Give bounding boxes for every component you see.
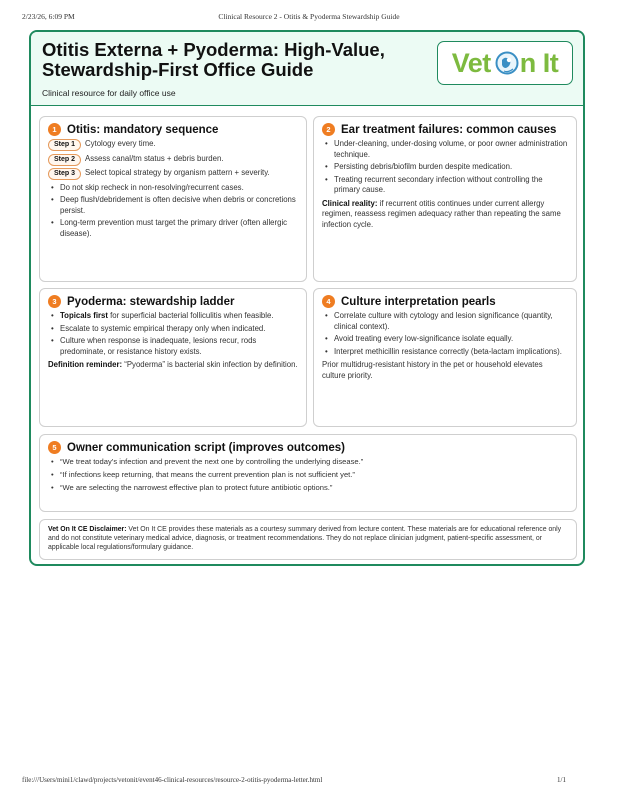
item-text: Culture when response is inadequate, lesions recur, rods predominate, or resistance history exists. [60, 336, 257, 356]
page-subtitle: Clinical resource for daily office use [42, 88, 176, 98]
section-number-badge: 5 [48, 441, 61, 454]
note-label: Definition reminder: [48, 360, 123, 369]
print-datetime: 2/23/26, 6:09 PM [22, 12, 75, 21]
card-culture-pearls [313, 288, 577, 427]
list-item: • Correlate culture with cytology and lesion significance (quantity, clinical context). [334, 311, 568, 332]
step-text: Cytology every time. [85, 139, 156, 148]
list-item: • “If infections keep returning, that means the current prevention plan is not sufficient yet.” [60, 470, 568, 481]
list-item: • Deep flush/debridement is often decisive when debris or concretions persist. [60, 195, 298, 216]
disclaimer-box [39, 519, 577, 560]
card-heading [322, 295, 568, 308]
clinical-reality-note [322, 199, 568, 231]
step-item [48, 154, 298, 166]
list-item: • “We are selecting the narrowest effective plan to protect future antibiotic options.” [60, 483, 568, 494]
bullet-list [322, 139, 568, 196]
logo-text-left: Vet [451, 47, 491, 78]
card-otitis-sequence [39, 116, 307, 282]
card-title: Owner communication script (improves outcomes) [67, 441, 345, 454]
step-pill: Step 1 [48, 139, 81, 151]
card-title: Culture interpretation pearls [341, 295, 496, 308]
list-item [60, 311, 298, 322]
item-text: Escalate to systemic empirical therapy only when indicated. [60, 323, 266, 333]
vet-on-it-logo [437, 41, 573, 85]
list-item: • Do not skip recheck in non-resolving/recurrent cases. [60, 183, 298, 194]
bold-lead: Topicals first [60, 311, 108, 320]
print-page-number: 1/1 [557, 776, 566, 784]
print-url: file:///Users/mini1/clawd/projects/vetonit/event46-clinical-resources/resource-2-otitis-pyoderma-letter.html [22, 776, 323, 784]
card-title: Pyoderma: stewardship ladder [67, 295, 235, 308]
definition-reminder-note [48, 360, 298, 371]
disclaimer-text: Vet On It CE provides these materials as a courtesy summary derived from lecture content. These materials are for educational reference only and do not constitute veterinary medical advice, diagnosis, or treatment recommendations. They do not replace clinician judgment, patient-specific assessment, or applicable local regulations/formulary guidance. [48, 526, 562, 551]
page-title: Otitis Externa + Pyoderma: High-Value, Stewardship-First Office Guide [42, 39, 385, 80]
step-item [48, 168, 298, 180]
card-heading [322, 123, 568, 136]
list-item: • Interpret methicillin resistance correctly (beta-lactam implications). [334, 347, 568, 358]
list-item: • Avoid treating every low-significance isolate equally. [334, 334, 568, 345]
list-item [60, 336, 298, 357]
step-text: Assess canal/tm status + debris burden. [85, 153, 224, 163]
card-owner-communication [39, 434, 577, 512]
note-text: if recurrent otitis continues under current allergy regimen, reassess regimen adequacy rather than repeating the same infection cycle. [322, 198, 561, 229]
list-item: • Treating recurrent secondary infection without controlling the primary cause. [334, 175, 568, 196]
culture-priority-note: Prior multidrug-resistant history in the pet or household elevates culture priority. [322, 360, 543, 380]
list-item: • Under-cleaning, under-dosing volume, or poor owner administration technique. [334, 139, 568, 160]
card-heading [48, 295, 298, 308]
bullet-list [48, 457, 568, 494]
card-heading [48, 123, 298, 136]
bullet-list [322, 311, 568, 357]
item-text: for superficial bacterial folliculitis when feasible. [107, 311, 274, 320]
globe-pet-icon [495, 51, 519, 75]
card-ear-treatment-failures [313, 116, 577, 282]
card-heading [48, 441, 568, 454]
card-pyoderma-ladder [39, 288, 307, 427]
bullet-list [48, 311, 298, 357]
step-pill: Step 2 [48, 154, 81, 166]
section-number-badge: 2 [322, 123, 335, 136]
hero-header [31, 32, 583, 106]
note-label: Clinical reality: [322, 198, 378, 208]
section-number-badge: 1 [48, 123, 61, 136]
print-document-title: Clinical Resource 2 - Otitis & Pyoderma Stewardship Guide [218, 12, 400, 21]
step-pill: Step 3 [48, 168, 81, 180]
card-title: Ear treatment failures: common causes [341, 123, 557, 136]
disclaimer-label: Vet On It CE Disclaimer: [48, 526, 127, 533]
note-text: “Pyoderma” is bacterial skin infection by definition. [122, 360, 298, 369]
section-number-badge: 3 [48, 295, 61, 308]
section-number-badge: 4 [322, 295, 335, 308]
bullet-list [48, 183, 298, 240]
logo-text-right: n It [519, 47, 559, 78]
card-title: Otitis: mandatory sequence [67, 123, 219, 136]
guide-frame [29, 30, 585, 566]
list-item: • “We treat today’s infection and prevent the next one by controlling the underlying disease.” [60, 457, 568, 468]
list-item: • Persisting debris/biofilm burden despite medication. [334, 162, 568, 173]
list-item [60, 324, 298, 335]
step-item [48, 139, 298, 151]
step-text: Select topical strategy by organism pattern + severity. [85, 168, 270, 177]
list-item: • Long-term prevention must target the primary driver (often allergic disease). [60, 218, 298, 239]
